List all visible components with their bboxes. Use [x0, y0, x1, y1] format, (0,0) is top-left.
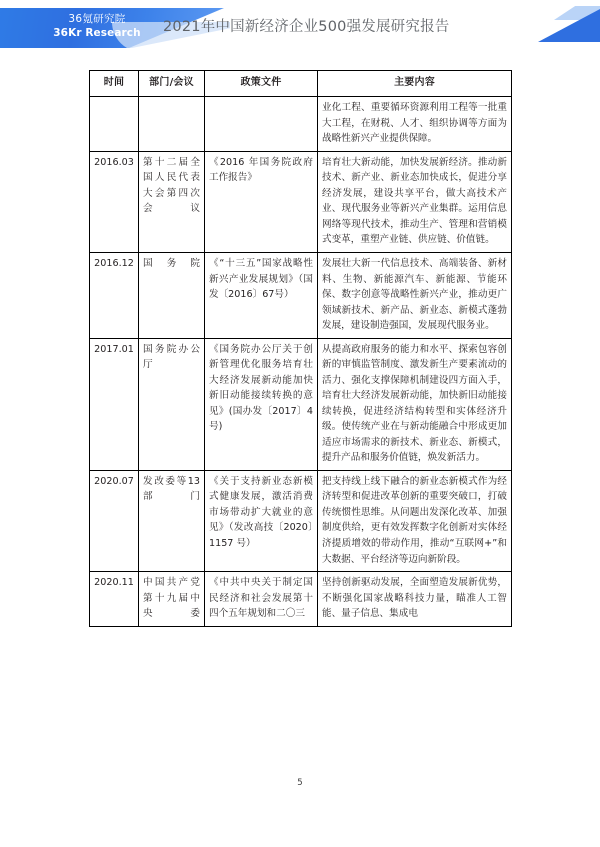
page-number: 5 [297, 778, 303, 788]
cell-time: 2016.03 [90, 151, 139, 252]
cell-time: 2016.12 [90, 252, 139, 338]
cell-doc [205, 97, 318, 152]
header-decoration [530, 0, 600, 48]
cell-doc: 《中共中央关于制定国民经济和社会发展第十四个五年规划和二〇三 [205, 572, 318, 627]
column-header-dept: 部门/会议 [139, 71, 205, 97]
cell-content: 坚持创新驱动发展，全面塑造发展新优势，不断强化国家战略科技力量，瞄准人工智能、量子信息、集成电 [318, 572, 512, 627]
page-header [0, 0, 600, 58]
cell-doc: 《“十三五”国家战略性新兴产业发展规划》（国发〔2016〕67号） [205, 252, 318, 338]
table-header-row [90, 71, 512, 97]
cell-dept: 第十二届全国人民代表大会第四次会议 [139, 151, 205, 252]
cell-doc: 《国务院办公厅关于创新管理优化服务培育壮大经济发展新动能加快新旧动能接续转换的意见》(国办发〔2017〕4 号) [205, 338, 318, 470]
cell-time [90, 97, 139, 152]
column-header-doc: 政策文件 [205, 71, 318, 97]
logo-text-cn: 36氪研究院 [68, 13, 126, 25]
cell-dept: 中国共产党第十九届中央委 [139, 572, 205, 627]
cell-content: 发展壮大新一代信息技术、高端装备、新材料、生物、新能源汽车、新能源、节能环保、数字创意等战略性新兴产业，推动更广领域新技术、新产品、新业态、新模式蓬勃发展，建设制造强国，发展现代服务业。 [318, 252, 512, 338]
logo-text-en: 36Kr Research [53, 26, 141, 39]
report-title: 2021年中国新经济企业500强发展研究报告 [163, 19, 450, 35]
cell-time: 2017.01 [90, 338, 139, 470]
table-row [90, 338, 512, 470]
cell-dept: 发改委等13 部门 [139, 470, 205, 571]
policy-table [89, 70, 512, 627]
cell-time: 2020.11 [90, 572, 139, 627]
policy-table-container [89, 70, 511, 627]
logo-text [22, 13, 172, 41]
cell-doc: 《关于支持新业态新模式健康发展，激活消费市场带动扩大就业的意见》（发改高技〔2020〕1157 号） [205, 470, 318, 571]
cell-dept [139, 97, 205, 152]
cell-content: 从提高政府服务的能力和水平、探索包容创新的审慎监管制度、激发新生产要素流动的活力、强化支撑保障机制建设四方面入手，培育壮大经济发展新动能，加快新旧动能接续转换，促进经济结构转型和实体经济升级。使传统产业在与新动能融合中形成更加适应市场需求的新技术、新业态、新模式，提升产品和服务价值链，焕发新活力。 [318, 338, 512, 470]
cell-content: 业化工程、重要循环资源利用工程等一批重大工程，在财税、人才、组织协调等方面为战略性新兴产业提供保障。 [318, 97, 512, 152]
cell-doc: 《2016 年国务院政府工作报告》 [205, 151, 318, 252]
table-row [90, 97, 512, 152]
table-row [90, 151, 512, 252]
table-row [90, 252, 512, 338]
cell-dept: 国务院办公厅 [139, 338, 205, 470]
column-header-time: 时间 [90, 71, 139, 97]
table-row [90, 572, 512, 627]
column-header-content: 主要内容 [318, 71, 512, 97]
cell-content: 培育壮大新动能，加快发展新经济。推动新技术、新产业、新业态加快成长，促进分享经济发展，建设共享平台，做大高技术产业、现代服务业等新兴产业集群。运用信息网络等现代技术，推动生产、管理和营销模式变革，重塑产业链、供应链、价值链。 [318, 151, 512, 252]
table-row [90, 470, 512, 571]
cell-content: 把支持线上线下融合的新业态新模式作为经济转型和促进改革创新的重要突破口，打破传统惯性思维。从问题出发深化改革、加强制度供给，更有效发挥数字化创新对实体经济提质增效的带动作用，推动“互联网+”和大数据、平台经济等迈向新阶段。 [318, 470, 512, 571]
cell-time: 2020.07 [90, 470, 139, 571]
cell-dept: 国务院 [139, 252, 205, 338]
